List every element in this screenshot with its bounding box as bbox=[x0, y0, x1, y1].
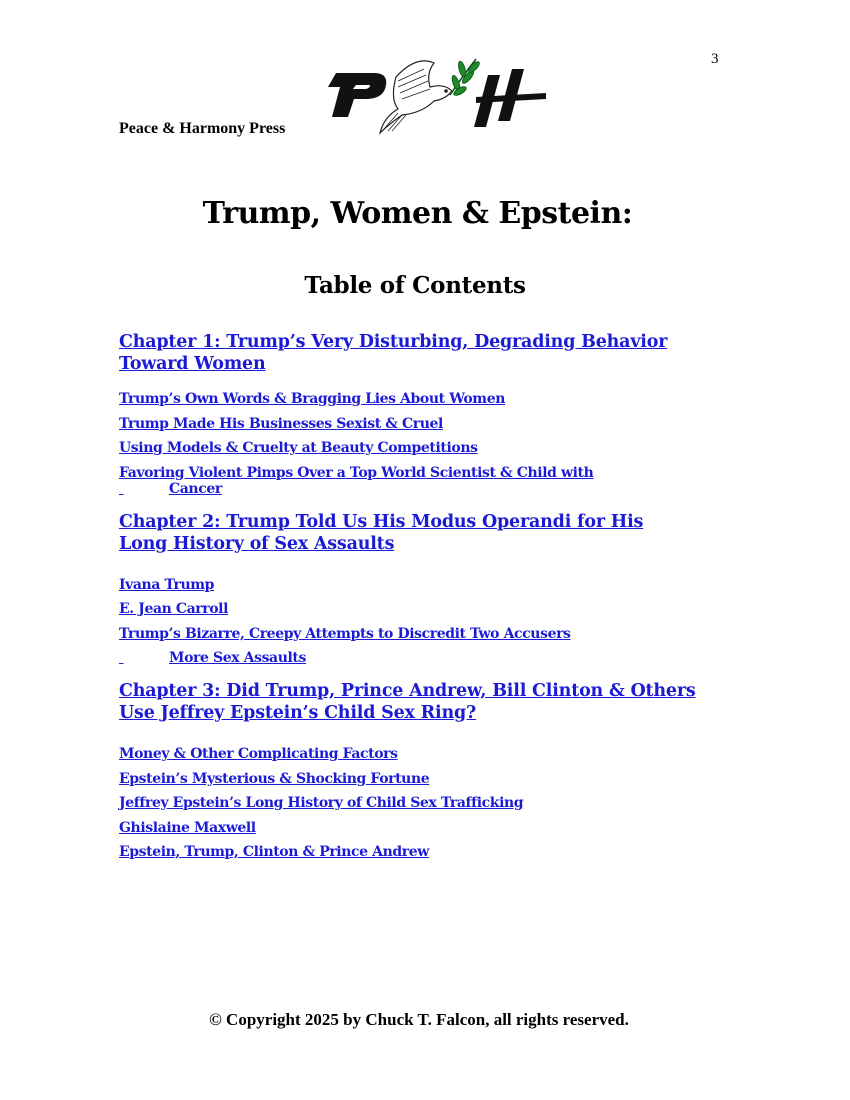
toc-section-link[interactable]: Epstein’s Mysterious & Shocking Fortune bbox=[119, 770, 430, 787]
chapter-title-line: Chapter 2: Trump Told Us His Modus Operandi for His bbox=[119, 511, 644, 532]
toc-chapter-1-link[interactable] bbox=[119, 331, 749, 375]
section-label-continuation: Cancer bbox=[169, 480, 222, 497]
dove-icon bbox=[380, 61, 452, 133]
toc-section-link[interactable]: Jeffrey Epstein’s Long History of Child Sex Trafficking bbox=[119, 795, 524, 811]
toc-section-link[interactable]: Epstein, Trump, Clinton & Prince Andrew bbox=[119, 844, 429, 860]
toc-section-link[interactable] bbox=[119, 650, 749, 666]
toc-chapter-2-link[interactable] bbox=[119, 511, 749, 555]
toc-chapter-3-link[interactable] bbox=[119, 680, 749, 724]
publisher-name: Peace & Harmony Press bbox=[119, 120, 286, 137]
toc-section-link[interactable] bbox=[119, 465, 749, 497]
chapter-title-line: Use Jeffrey Epstein’s Child Sex Ring? bbox=[119, 703, 477, 723]
document-title: Trump, Women & Epstein: bbox=[202, 196, 633, 231]
copyright-notice: © Copyright 2025 by Chuck T. Falcon, all rights reserved. bbox=[209, 1010, 629, 1029]
section-label: Favoring Violent Pimps Over a Top World Scientist & Child with bbox=[119, 464, 594, 481]
toc-section-link[interactable]: Ivana Trump bbox=[119, 576, 215, 593]
olive-branch-icon bbox=[450, 59, 481, 97]
indent-spacer bbox=[119, 650, 169, 666]
toc-section-link[interactable]: Using Models & Cruelty at Beauty Competitions bbox=[119, 440, 478, 456]
toc-section-link[interactable]: E. Jean Carroll bbox=[119, 601, 229, 617]
section-label: More Sex Assaults bbox=[169, 650, 306, 666]
toc-section-link[interactable]: Trump’s Own Words & Bragging Lies About Women bbox=[119, 391, 506, 407]
logo-letter-p bbox=[328, 73, 386, 117]
toc-heading: Table of Contents bbox=[304, 272, 526, 299]
chapter-title-line: Long History of Sex Assaults bbox=[119, 533, 395, 554]
logo-letter-h bbox=[474, 69, 546, 127]
toc-section-link[interactable]: Money & Other Complicating Factors bbox=[119, 746, 398, 762]
toc-section-link[interactable]: Ghislaine Maxwell bbox=[119, 819, 256, 836]
toc-section-link[interactable]: Trump Made His Businesses Sexist & Cruel bbox=[119, 415, 443, 432]
chapter-title-line: Chapter 3: Did Trump, Prince Andrew, Bill Clinton & Others bbox=[119, 681, 696, 701]
table-of-contents bbox=[119, 331, 749, 860]
dove-with-olive-branch-icon bbox=[326, 55, 548, 135]
indent-spacer bbox=[119, 481, 169, 497]
chapter-title-line: Toward Women bbox=[119, 354, 266, 374]
page-number: 3 bbox=[711, 51, 719, 67]
toc-section-link[interactable]: Trump’s Bizarre, Creepy Attempts to Discredit Two Accusers bbox=[119, 625, 571, 642]
publisher-logo bbox=[326, 55, 548, 135]
chapter-title-line: Chapter 1: Trump’s Very Disturbing, Degrading Behavior bbox=[119, 332, 668, 352]
